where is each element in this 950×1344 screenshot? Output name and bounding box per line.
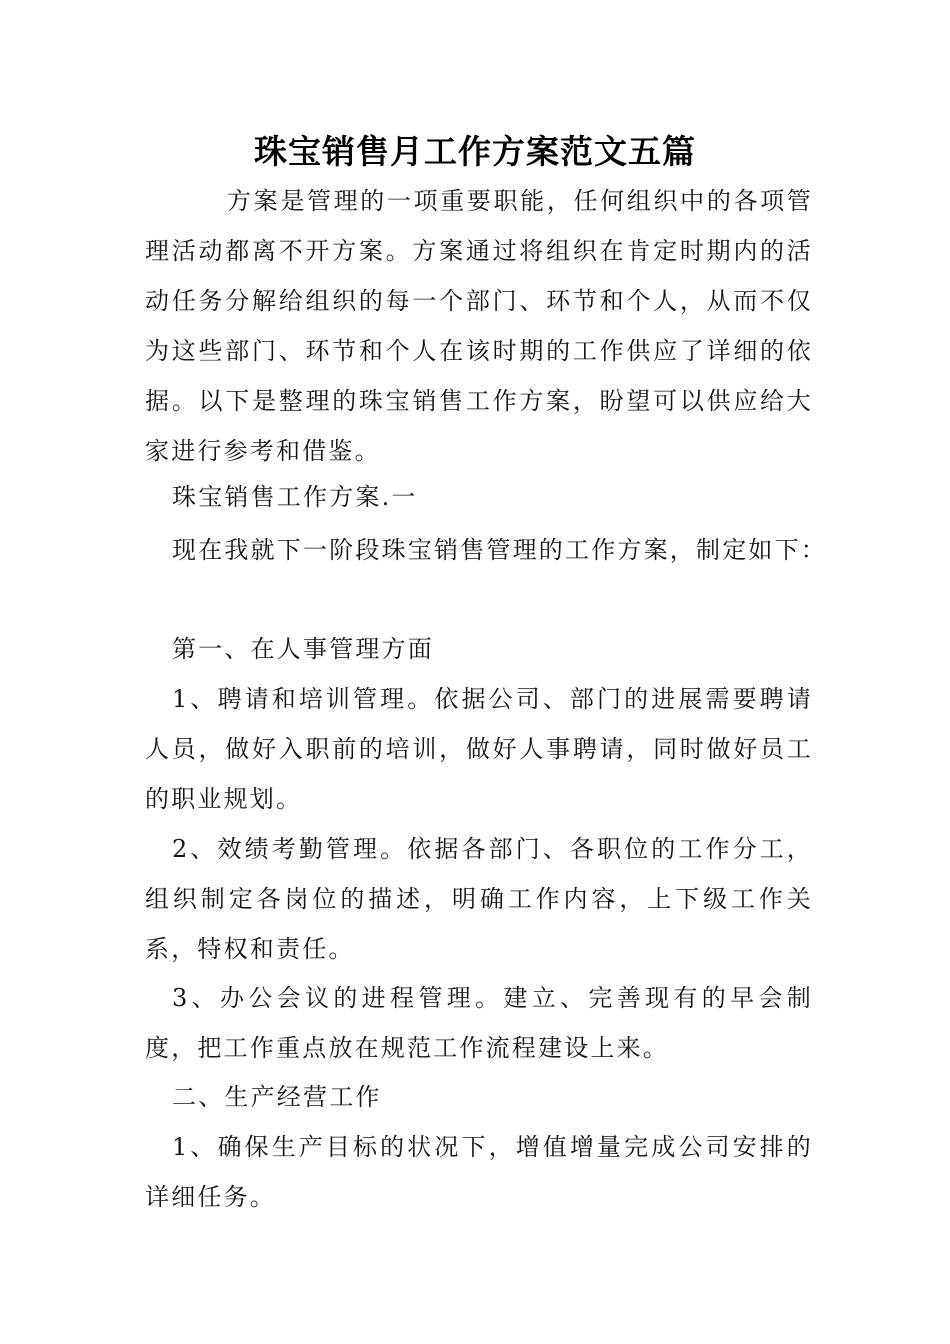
part-1-heading: 第一、在人事管理方面	[172, 635, 434, 663]
section-1-lead: 现在我就下一阶段珠宝销售管理的工作方案，制定如下：	[172, 536, 827, 564]
intro-paragraph: 方案是管理的一项重要职能，任何组织中的各项管理活动都离不开方案。方案通过将组织在肯定时期内的活动任务分解给组织的每一个部门、环节和个人，从而不仅为这些部门、环节和个人在该时期的工作供应了详细的依据。以下是整理的珠宝销售工作方案，盼望可以供应给大家进行参考和借鉴。	[145, 187, 813, 465]
part-2-heading: 二、生产经营工作	[172, 1083, 382, 1111]
part-1-item-3: 3、办公会议的进程管理。建立、完善现有的早会制度，把工作重点放在规范工作流程建设上来。	[145, 984, 813, 1062]
part-2-item-1: 1、确保生产目标的状况下，增值增量完成公司安排的详细任务。	[145, 1133, 813, 1211]
part-1-item-1: 1、聘请和培训管理。依据公司、部门的进展需要聘请人员，做好入职前的培训，做好人事聘请，同时做好员工的职业规划。	[145, 685, 813, 813]
part-1-item-2: 2、效绩考勤管理。依据各部门、各职位的工作分工，组织制定各岗位的描述，明确工作内容，上下级工作关系，特权和责任。	[145, 835, 813, 963]
section-1-heading: 珠宝销售工作方案.一	[172, 483, 418, 511]
document-title: 珠宝销售月工作方案范文五篇	[254, 132, 696, 171]
